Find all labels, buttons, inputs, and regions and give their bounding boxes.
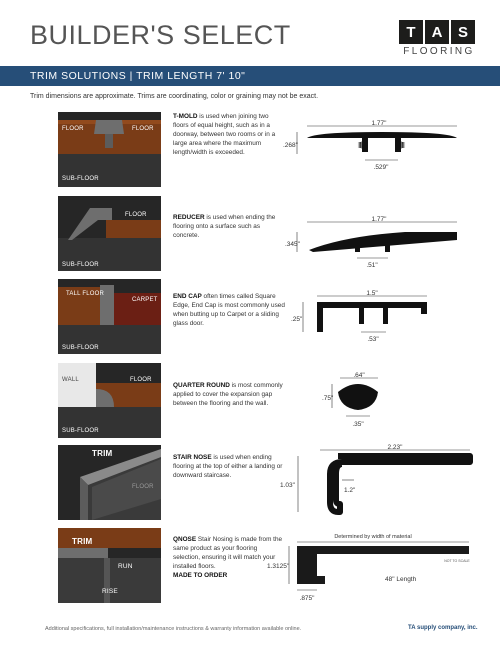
qnose-top-dim: Determined by width of material: [334, 534, 412, 540]
quarter-round-name: QUARTER ROUND: [173, 382, 230, 389]
quarter-round-label-right: FLOOR: [130, 377, 152, 383]
disclaimer-note: Trim dimensions are approximate. Trims are coordinating, color or graining may not be exact.: [30, 93, 319, 100]
reducer-description: REDUCER is used when ending the flooring onto a surface such as concrete.: [173, 214, 276, 239]
qnose-label-bottom: RISE: [102, 588, 118, 595]
qnose-name: QNOSE: [173, 536, 197, 543]
stair-nose-inner-dim: 1.2": [344, 487, 356, 494]
quarter-round-height-dim: .75": [322, 395, 334, 402]
stair-nose-width-dim: 2.23": [387, 444, 403, 451]
quarter-round-label-left: WALL: [62, 377, 79, 383]
stair-nose-description: STAIR NOSE is used when ending flooring at the top of either a landing or downward staircase.: [173, 454, 283, 479]
qnose-label-top: TRIM: [72, 537, 93, 546]
tmold-name: T-MOLD: [173, 113, 198, 120]
stair-nose-name: STAIR NOSE: [173, 454, 212, 461]
endcap-label-left: TALL FLOOR: [66, 291, 105, 297]
endcap-height-dim: .25": [291, 316, 303, 323]
quarter-round-diagram: [310, 370, 410, 430]
qnose-label-middle: RUN: [118, 563, 133, 570]
tmold-inner-dim: .529": [373, 164, 389, 171]
endcap-width-dim: 1.5": [366, 290, 378, 297]
page-title: BUILDER'S SELECT: [30, 20, 291, 50]
tmold-diagram: [285, 118, 465, 178]
reducer-inner-dim: .51": [366, 262, 378, 269]
qnose-height-dim: 1.3125": [267, 563, 290, 570]
stair-nose-label-right: FLOOR: [132, 484, 154, 490]
reducer-diagram: [285, 216, 465, 276]
qnose-description: QNOSE Stair Nosing is made from the same product as your flooring selection, ensuring it will match your installed floors. MADE TO ORDER: [173, 536, 283, 579]
qnose-inner-dim: .875": [299, 595, 315, 602]
quarter-round-photo: [58, 363, 161, 438]
quarter-round-description: QUARTER ROUND is most commonly applied to cover the expansion gap between the flooring and the wall.: [173, 382, 283, 407]
reducer-photo: [58, 196, 161, 271]
reducer-name: REDUCER: [173, 214, 205, 221]
endcap-label-right: CARPET: [132, 297, 158, 303]
tmold-width-dim: 1.77": [371, 120, 387, 127]
tmold-label-bottom: SUB-FLOOR: [62, 176, 99, 182]
endcap-description: END CAP often times called Square Edge, End Cap is most commonly used when butting up to Carpet or a sliding glass door.: [173, 293, 285, 327]
quarter-round-label-bottom: SUB-FLOOR: [62, 428, 99, 434]
quarter-round-inner-dim: .35": [352, 421, 364, 428]
stair-nose-height-dim: 1.03": [280, 482, 295, 489]
stair-nose-label-top: TRIM: [92, 449, 113, 458]
qnose-extra: MADE TO ORDER: [173, 572, 228, 579]
logo-subtitle: FLOORING: [403, 46, 475, 57]
tmold-description: T-MOLD is used when joining two floors of equal height, such as in a doorway, between two rooms or in a large area where the maximum length/width is exceeded.: [173, 113, 276, 156]
tas-flooring-logo: [399, 20, 479, 57]
endcap-label-bottom: SUB-FLOOR: [62, 345, 99, 351]
qnose-scale-note: NOT TO SCALE: [444, 559, 470, 563]
tmold-height-dim: .268": [283, 142, 298, 149]
endcap-diagram: [285, 290, 465, 350]
quarter-round-width-dim: .64": [353, 372, 365, 379]
qnose-diagram: [267, 528, 485, 608]
tmold-label-left: FLOOR: [62, 126, 84, 132]
logo-letter-a: A: [425, 20, 449, 44]
endcap-name: END CAP: [173, 293, 202, 300]
footer-logo: TA supply company, inc.: [408, 625, 478, 631]
reducer-label-bottom: SUB-FLOOR: [62, 262, 99, 268]
section-banner: TRIM SOLUTIONS | TRIM LENGTH 7' 10": [0, 66, 500, 86]
logo-letter-t: T: [399, 20, 423, 44]
logo-letter-s: S: [451, 20, 475, 44]
reducer-height-dim: .345": [285, 241, 300, 248]
reducer-label-right: FLOOR: [125, 212, 147, 218]
reducer-width-dim: 1.77": [371, 216, 387, 223]
stair-nose-diagram: [280, 442, 480, 522]
endcap-inner-dim: .53": [367, 336, 379, 343]
tmold-label-right: FLOOR: [132, 126, 154, 132]
footer-text: Additional specifications, full installation/maintenance instructions & warranty information available online.: [45, 626, 302, 632]
qnose-length: 48" Length: [385, 576, 417, 583]
